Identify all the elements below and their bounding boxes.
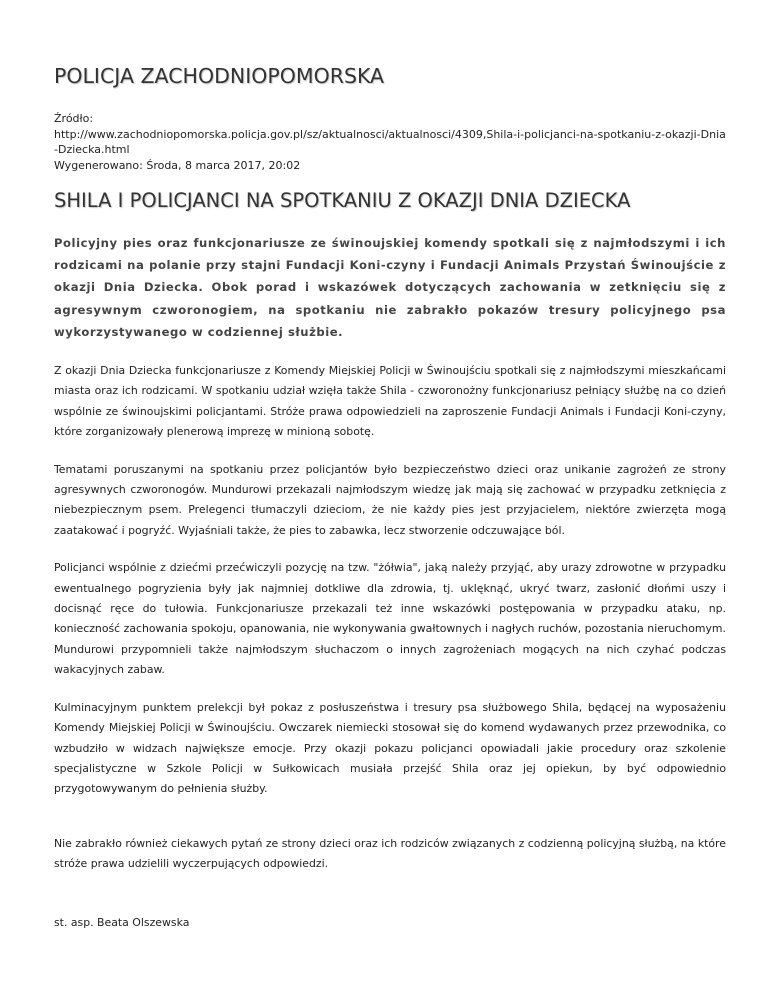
source-meta — [54, 111, 726, 173]
article-paragraph-5: Nie zabrakło również ciekawych pytań ze strony dzieci oraz ich rodziców związanych z codzienną policyjną służbą, na które stróże prawa udzielili wyczerpujących odpowiedzi. — [54, 836, 726, 871]
article-title: SHILA I POLICJANCI NA SPOTKANIU Z OKAZJI DNIA DZIECKA — [54, 189, 631, 212]
site-title: POLICJA ZACHODNIOPOMORSKA — [54, 64, 385, 88]
article-paragraph-2: Tematami poruszanymi na spotkaniu przez policjantów było bezpieczeństwo dzieci oraz unikanie zagrożeń ze strony agresywnych czworonogów. Mundurowi przekazali najmłodszym wiedzę jak mają się zachować w przypadku zetknięcia z niebezpiecznym psem. Prelegenci tłumaczyli dzieciom, że nie każdy pies jest przyjacielem, niektóre zwierzęta mogą zaatakować i pogryźć. Wyjaśniali także, że pies to zabawka, lecz stworzenie odczuwające ból. — [54, 462, 726, 537]
source-label: Źródło: — [54, 112, 94, 125]
article-author: st. asp. Beata Olszewska — [54, 915, 190, 929]
generated-date: Wygenerowano: Środa, 8 marca 2017, 20:02 — [54, 158, 301, 172]
article-paragraph-4: Kulminacyjnym punktem prelekcji był pokaz z posłuszeństwa i tresury psa służbowego Shila, będącej na wyposażeniu Komendy Miejskiej Policji w Świnoujściu. Owczarek niemiecki stosował się do komend wydawanych przez przewodnika, co wzbudziło w widzach największe emocje. Przy okazji pokazu policjanci opowiadali jakie procedury oraz szkolenie specjalistyczne w Szkole Policji w Sułkowicach musiała przejść Shila oraz jej opiekun, by być odpowiednio przygotowywanym do pełnienia służby. — [54, 700, 726, 796]
document-page — [54, 62, 726, 933]
source-url: http://www.zachodniopomorska.policja.gov.pl/sz/aktualnosci/aktualnosci/4309,Shila-i-policjanci-na-spotkaniu-z-okazji-Dnia-Dziecka.html — [54, 127, 726, 156]
article-paragraph-3: Policjanci wspólnie z dziećmi przećwiczyli pozycję na tzw. "żółwia", jaką należy przyjąć, aby urazy zdrowotne w przypadku ewentualnego pogryzienia były jak najmniej dotkliwe dla zdrowia, tj. uklęknąć, ukryć twarz, zasłonić dłońmi uszy i docisnąć ręce do tułowia. Funkcjonariusze przekazali też inne wskazówki postępowania w przypadku ataku, np. konieczność zachowania spokoju, opanowania, nie wykonywania gwałtownych i nagłych ruchów, pozostania nieruchomym. Mundurowi przypomnieli także najmłodszym słuchaczom o innych zagrożeniach mogących na nich czyhać podczas wakacyjnych zabaw. — [54, 561, 726, 677]
article-lead: Policyjny pies oraz funkcjonariusze ze świnoujskiej komendy spotkali się z najmłodszymi i ich rodzicami na polanie przy stajni Fundacji Koni-czyny i Fundacji Animals Przystań Świnoujście z okazji Dnia Dziecka. Obok porad i wskazówek dotyczących zachowania w zetknięciu się z agresywnym czworonogiem, na spotkaniu nie zabrakło pokazów tresury policyjnego psa wykorzystywanego w codziennej służbie. — [54, 236, 726, 339]
article-paragraph-1: Z okazji Dnia Dziecka funkcjonariusze z Komendy Miejskiej Policji w Świnoujściu spotkali się z najmłodszymi mieszkańcami miasta oraz ich rodzicami. W spotkaniu udział wzięła także Shila - czworonożny funkcjonariusz pełniący służbę na co dzień wspólnie ze świnoujskimi policjantami. Stróże prawa odpowiedzieli na zaproszenie Fundacji Animals i Fundacji Koni-czyny, które zorganizowały plenerową imprezę w minioną sobotę. — [54, 364, 726, 439]
